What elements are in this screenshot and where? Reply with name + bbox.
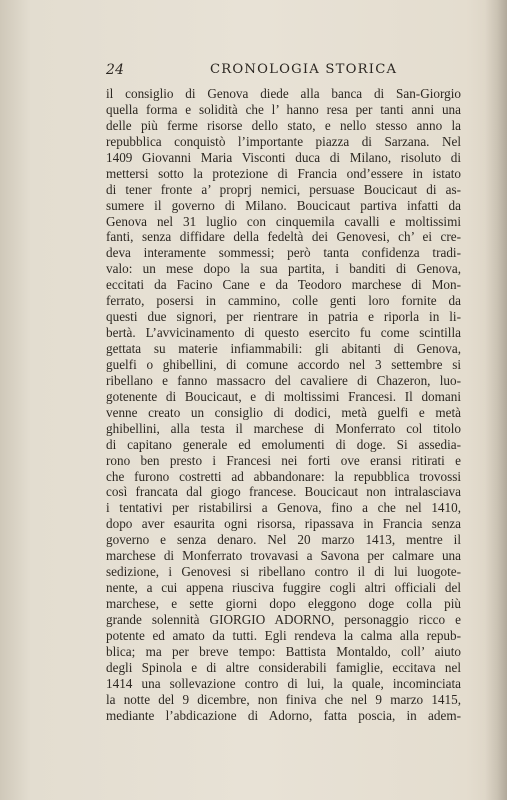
text-line: mettersi sotto la protezione di Francia ond’essere in istato (106, 165, 461, 181)
text-line: venne creato un consiglio di dodici, metà guelfi e metà (106, 404, 461, 420)
text-line: delle più ferme risorse dello stato, e nello stesso anno la (106, 117, 461, 133)
text-line: che furono costretti ad abbandonare: la repubblica trovossi (106, 468, 461, 484)
text-line: di capitano generale ed emolumenti di doge. Si assedia- (106, 436, 461, 452)
text-line: dopo aver esaurita ogni risorsa, ripassava in Francia senza (106, 516, 461, 532)
text-line: grande solennità GIORGIO ADORNO, personaggio ricco e (106, 611, 461, 627)
text-line: gotenente di Boucicaut, e di moltissimi Francesi. Il domani (106, 388, 461, 404)
text-line: governo e senza denaro. Nel 20 marzo 1413, mentre il (106, 532, 461, 548)
text-line: deva interamente sommessi; però tanta confidenza tradi- (106, 245, 461, 261)
text-line: guelfi o ghibellini, di comune accordo nel 3 settembre si (106, 356, 461, 372)
text-line: nente, a cui appena riusciva fuggire cogli altri officiali del (106, 580, 461, 596)
text-line: sumere il governo di Milano. Boucicaut partiva infatti da (106, 197, 461, 213)
text-line: i tentativi per ristabilirsi a Genova, fino a che nel 1410, (106, 500, 461, 516)
text-line: quella forma e solidità che l’ hanno resa per tanti anni una (106, 101, 461, 117)
text-line: valo: un mese dopo la sua partita, i banditi di Genova, (106, 261, 461, 277)
text-line: ribellano e fanno massacro del cavaliere di Chazeron, luo- (106, 372, 461, 388)
text-line: questi due signori, per rientrare in patria e riporla in li- (106, 309, 461, 325)
text-line: 1414 una sollevazione contro di lui, la quale, incominciata (106, 675, 461, 691)
text-line: fanti, senza diffidare della fedeltà dei Genovesi, ch’ ei cre- (106, 229, 461, 245)
body-text (106, 86, 461, 724)
text-line: Genova nel 31 luglio con cinquemila cavalli e moltissimi (106, 213, 461, 229)
text-line: rono ben presto i Francesi nei forti ove eransi ritirati e (106, 452, 461, 468)
page-header (106, 62, 460, 82)
text-line: mediante l’abdicazione di Adorno, fatta poscia, in adem- (106, 707, 461, 723)
text-line: gettata su materie infiammabili: gli abitanti di Genova, (106, 341, 461, 356)
text-line: degli Spinola e di altre considerabili famiglie, eccitava nel (106, 659, 461, 675)
text-line: eccitati da Facino Cane e da Teodoro marchese di Mon- (106, 277, 461, 293)
text-line: bertà. L’avvicinamento di questo esercito fu come scintilla (106, 325, 461, 341)
text-line: blica; ma per breve tempo: Battista Montaldo, coll’ aiuto (106, 643, 461, 659)
text-line: la notte del 9 dicembre, non finiva che nel 9 marzo 1415, (106, 691, 461, 707)
text-line: marchese di Monferrato trovavasi a Savona per calmare una (106, 548, 461, 564)
text-line: ghibellini, alla testa il marchese di Monferrato col titolo (106, 420, 461, 436)
text-line: così francata dal giogo francese. Boucicaut non intralasciava (106, 484, 461, 500)
text-line: potente ed amato da tutti. Egli rendeva la calma alla repub- (106, 627, 461, 643)
text-line: repubblica conquistò l’importante piazza di Sarzana. Nel (106, 133, 461, 149)
text-line: di tener fronte a’ proprj nemici, persuase Boucicaut di as- (106, 181, 461, 197)
page-edge-shadow (485, 0, 507, 800)
text-line: ferrato, posersi in cammino, colle genti loro fornite da (106, 293, 461, 309)
text-line: il consiglio di Genova diede alla banca di San-Giorgio (106, 86, 461, 101)
text-line: sedizione, i Genovesi si ribellano contro il di lui luogote- (106, 564, 461, 580)
running-title: CRONOLOGIA STORICA (210, 62, 398, 77)
page-number: 24 (106, 62, 125, 78)
text-line: marchese, e sette giorni dopo eleggono doge colla più (106, 596, 461, 611)
text-line: 1409 Giovanni Maria Visconti duca di Milano, risoluto di (106, 149, 461, 165)
